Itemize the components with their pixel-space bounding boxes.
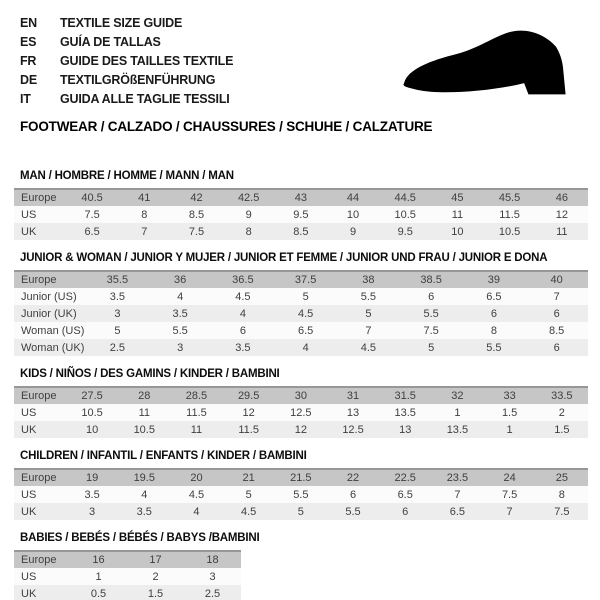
size-cell: 8 — [141, 208, 148, 221]
size-cell: 21.5 — [290, 472, 312, 484]
size-cell: 7 — [506, 505, 513, 518]
size-cell: 6 — [402, 505, 409, 518]
size-cell: 6 — [239, 324, 246, 337]
size-cell: 25 — [555, 472, 568, 484]
size-cell: 7.5 — [84, 208, 100, 221]
language-label: GUÍA DE TALLAS — [60, 35, 161, 49]
size-cell: 13.5 — [446, 423, 469, 436]
size-cell: 4.5 — [188, 488, 205, 501]
size-cell: 5.5 — [423, 307, 439, 320]
table-row — [14, 387, 588, 404]
table-row — [14, 206, 588, 223]
size-cell: 10.5 — [133, 423, 155, 436]
size-cell: 7.5 — [501, 488, 518, 501]
table-title: CHILDREN / INFANTIL / ENFANTS / KINDER / BAMBINI — [20, 450, 307, 462]
size-cell: 31.5 — [394, 390, 416, 402]
size-cell: 13 — [346, 406, 360, 419]
size-cell: 5 — [365, 307, 372, 320]
size-cell: 1 — [506, 423, 513, 436]
size-cell: 42 — [190, 192, 203, 204]
size-table-section — [14, 450, 588, 520]
size-cell: 8.5 — [188, 208, 205, 221]
table-row — [14, 486, 588, 503]
table-row — [14, 322, 588, 339]
size-cell: 7 — [141, 225, 148, 238]
language-label: GUIDE DES TAILLES TEXTILE — [60, 54, 234, 68]
language-code: DE — [20, 73, 37, 87]
language-label: TEXTILE SIZE GUIDE — [60, 16, 183, 30]
size-table — [14, 468, 588, 520]
size-cell: 19 — [85, 472, 99, 484]
size-cell: 7 — [365, 324, 372, 337]
language-code: ES — [20, 35, 37, 49]
size-cell: 3.5 — [109, 290, 126, 303]
table-title: JUNIOR & WOMAN / JUNIOR Y MUJER / JUNIOR ET FEMME / JUNIOR UND FRAU / JUNIOR E DONA — [20, 252, 548, 264]
size-cell: 33.5 — [551, 390, 573, 402]
row-label: Europe — [21, 554, 57, 566]
size-cell: 22 — [346, 472, 360, 484]
size-cell: 44.5 — [394, 192, 416, 204]
table-row — [14, 404, 588, 421]
table-row — [14, 223, 588, 240]
size-cell: 3 — [89, 505, 96, 518]
size-cell: 6.5 — [449, 505, 466, 518]
language-label: TEXTILGRÖßENFÜHRUNG — [60, 73, 216, 87]
size-cell: 3.5 — [235, 341, 251, 354]
size-cell: 13.5 — [394, 406, 416, 419]
size-cell: 6.5 — [397, 488, 413, 501]
size-cell: 1.5 — [554, 423, 570, 436]
size-cell: 40.5 — [81, 192, 103, 204]
size-cell: 4.5 — [297, 307, 314, 320]
size-table-section — [14, 368, 588, 438]
size-cell: 19.5 — [133, 472, 155, 484]
table-title: BABIES / BEBÉS / BÉBÉS / BABYS /BAMBINI — [20, 532, 260, 544]
language-code: IT — [20, 92, 31, 106]
size-cell: 36 — [174, 274, 187, 286]
size-cell: 12 — [242, 406, 255, 419]
size-cell: 6 — [553, 341, 560, 354]
language-code: EN — [20, 16, 37, 30]
size-cell: 6 — [553, 307, 560, 320]
table-row — [14, 469, 588, 486]
table-row — [14, 189, 588, 206]
size-cell: 24 — [503, 472, 516, 484]
size-cell: 44 — [346, 192, 360, 204]
table-row — [14, 271, 588, 288]
size-cell: 17 — [149, 554, 162, 566]
size-cell: 0.5 — [90, 587, 107, 600]
size-cell: 9.5 — [397, 225, 413, 238]
size-cell: 7 — [553, 290, 560, 303]
size-cell: 7.5 — [423, 324, 439, 337]
size-cell: 11 — [190, 423, 203, 436]
size-cell: 8.5 — [548, 324, 565, 337]
row-label: US — [21, 570, 37, 583]
size-cell: 12.5 — [342, 423, 364, 436]
size-cell: 10 — [346, 208, 360, 221]
size-table-section — [14, 170, 588, 240]
size-table — [14, 386, 588, 438]
size-cell: 3.5 — [172, 307, 188, 320]
size-cell: 18 — [206, 554, 219, 566]
language-label: GUIDA ALLE TAGLIE TESSILI — [60, 92, 230, 106]
size-table-section — [14, 252, 588, 356]
size-cell: 2 — [558, 406, 565, 419]
size-cell: 23.5 — [446, 472, 469, 484]
size-table-section — [14, 532, 588, 600]
size-cell: 5 — [245, 488, 252, 501]
size-cell: 37.5 — [294, 274, 317, 286]
size-cell: 9 — [349, 225, 357, 238]
size-cell: 4 — [177, 290, 184, 303]
size-cell: 42.5 — [237, 192, 260, 204]
row-label: UK — [21, 587, 37, 600]
size-cell: 5 — [428, 341, 435, 354]
size-cell: 35.5 — [106, 274, 129, 286]
table-row — [14, 288, 588, 305]
size-cell: 38 — [362, 274, 375, 286]
row-label: UK — [21, 423, 37, 436]
table-row — [14, 305, 588, 322]
size-cell: 43 — [294, 192, 307, 204]
size-cell: 8.5 — [293, 225, 309, 238]
size-cell: 10 — [85, 423, 99, 436]
size-cell: 4 — [193, 505, 200, 518]
row-label: Europe — [21, 192, 57, 204]
size-cell: 11.5 — [499, 208, 520, 221]
size-cell: 7.5 — [188, 225, 205, 238]
size-cell: 29.5 — [237, 390, 260, 402]
size-cell: 1 — [454, 406, 461, 419]
size-cell: 40 — [550, 274, 563, 286]
size-table — [14, 270, 588, 356]
size-cell: 10 — [451, 225, 464, 238]
table-row — [14, 339, 588, 356]
row-label: Junior (US) — [21, 290, 77, 303]
size-cell: 5.5 — [172, 324, 188, 337]
size-cell: 5.5 — [486, 341, 502, 354]
size-cell: 12 — [555, 208, 568, 221]
size-cell: 6 — [490, 307, 497, 320]
size-guide — [0, 130, 600, 600]
size-cell: 11 — [451, 208, 464, 221]
row-label: UK — [21, 225, 37, 238]
row-label: US — [21, 406, 37, 419]
row-label: US — [21, 488, 37, 501]
size-cell: 4 — [302, 341, 309, 354]
table-row — [14, 551, 241, 568]
size-cell: 4.5 — [241, 505, 257, 518]
size-cell: 11 — [138, 406, 150, 419]
size-cell: 16 — [92, 554, 105, 566]
table-row — [14, 568, 241, 585]
size-cell: 11.5 — [186, 406, 207, 419]
size-cell: 1 — [95, 570, 102, 583]
size-cell: 11.5 — [238, 423, 259, 436]
size-cell: 10.5 — [81, 406, 103, 419]
size-cell: 3 — [114, 307, 121, 320]
size-cell: 13 — [399, 423, 412, 436]
size-cell: 10.5 — [394, 208, 416, 221]
row-label: Woman (US) — [21, 324, 85, 337]
size-cell: 45.5 — [498, 192, 521, 204]
size-cell: 3 — [177, 341, 184, 354]
size-cell: 9.5 — [293, 208, 309, 221]
size-cell: 38.5 — [420, 274, 442, 286]
size-cell: 11 — [556, 225, 568, 238]
size-cell: 5 — [297, 505, 304, 518]
table-row — [14, 503, 588, 520]
size-cell: 45 — [451, 192, 464, 204]
size-cell: 22.5 — [394, 472, 416, 484]
size-cell: 5.5 — [293, 488, 309, 501]
row-label: Woman (UK) — [21, 341, 85, 354]
table-row — [14, 585, 241, 600]
size-cell: 8 — [245, 225, 252, 238]
size-cell: 3.5 — [136, 505, 152, 518]
table-row — [14, 421, 588, 438]
size-cell: 39 — [487, 274, 500, 286]
size-cell: 3.5 — [84, 488, 100, 501]
size-cell: 6.5 — [486, 290, 502, 303]
size-cell: 1.5 — [147, 587, 164, 600]
header-block — [0, 0, 600, 134]
shoe-icon — [392, 14, 582, 109]
size-cell: 30 — [294, 390, 307, 402]
size-cell: 6 — [428, 290, 435, 303]
size-cell: 12.5 — [290, 406, 312, 419]
size-cell: 41 — [138, 192, 151, 204]
size-cell: 32 — [451, 390, 464, 402]
row-label: Europe — [21, 390, 57, 402]
size-cell: 7 — [454, 488, 461, 501]
size-cell: 6 — [349, 488, 357, 501]
size-cell: 10.5 — [498, 225, 521, 238]
size-cell: 7.5 — [554, 505, 570, 518]
size-cell: 33 — [503, 390, 516, 402]
size-cell: 31 — [346, 390, 360, 402]
size-cell: 8 — [490, 324, 497, 337]
row-label: UK — [21, 505, 37, 518]
size-cell: 6.5 — [84, 225, 100, 238]
size-cell: 4 — [239, 307, 246, 320]
size-cell: 5.5 — [360, 290, 377, 303]
row-label: Junior (UK) — [21, 307, 77, 320]
size-cell: 36.5 — [232, 274, 254, 286]
size-cell: 6.5 — [297, 324, 314, 337]
table-title: KIDS / NIÑOS / DES GAMINS / KINDER / BAMBINI — [20, 368, 280, 380]
size-cell: 27.5 — [81, 390, 103, 402]
size-cell: 2.5 — [109, 341, 126, 354]
category-title: FOOTWEAR / CALZADO / CHAUSSURES / SCHUHE / CALZATURE — [20, 119, 433, 134]
size-cell: 4.5 — [235, 290, 251, 303]
size-cell: 20 — [190, 472, 203, 484]
size-cell: 2 — [152, 570, 159, 583]
size-cell: 9 — [245, 208, 252, 221]
size-cell: 4 — [141, 488, 148, 501]
size-cell: 4.5 — [360, 341, 377, 354]
size-table — [14, 188, 588, 240]
language-code: FR — [20, 54, 37, 68]
size-cell: 2.5 — [204, 587, 221, 600]
size-cell: 1.5 — [501, 406, 518, 419]
size-cell: 3 — [209, 570, 216, 583]
size-cell: 5 — [302, 290, 309, 303]
row-label: US — [21, 208, 37, 221]
row-label: Europe — [21, 472, 57, 484]
size-table — [14, 550, 241, 600]
row-label: Europe — [21, 274, 57, 286]
size-cell: 46 — [555, 192, 568, 204]
size-cell: 28.5 — [185, 390, 208, 402]
size-cell: 5.5 — [345, 505, 361, 518]
size-cell: 8 — [558, 488, 565, 501]
size-cell: 21 — [242, 472, 255, 484]
size-cell: 5 — [114, 324, 121, 337]
size-cell: 12 — [294, 423, 307, 436]
table-title: MAN / HOMBRE / HOMME / MANN / MAN — [20, 170, 234, 182]
size-cell: 28 — [138, 390, 151, 402]
